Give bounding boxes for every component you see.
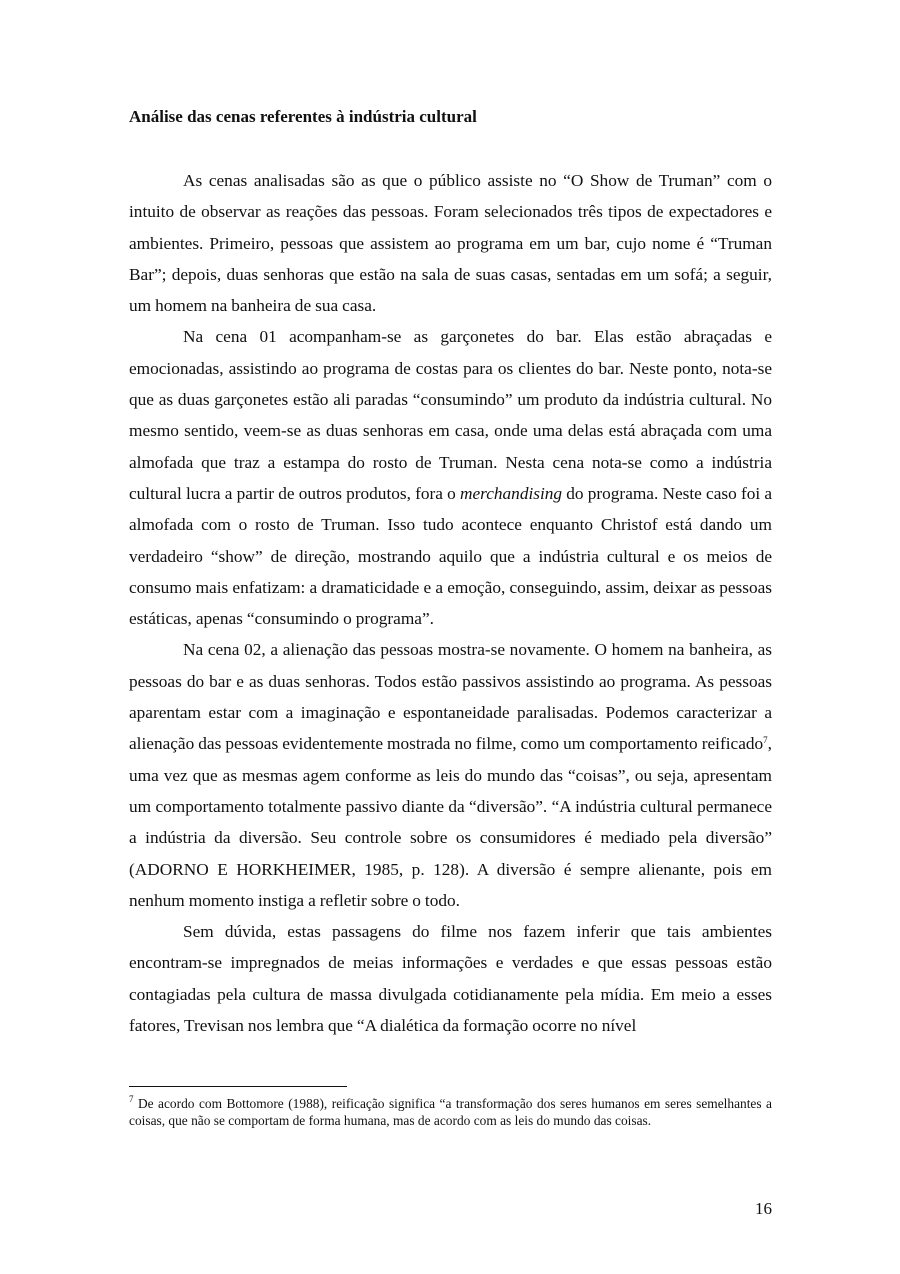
paragraph-4: [129, 916, 772, 1041]
paragraph-1-text: As cenas analisadas são as que o público assiste no “O Show de Truman” com o intuito de observar as reações das pessoas. Foram selecionados três tipos de expectadores e ambientes. Primeiro, pessoas que assistem ao programa em um bar, cujo nome é “Truman Bar”; depois, duas senhoras que estão na sala de suas casas, sentadas em um sofá; a seguir, um homem na banheira de sua casa.: [129, 171, 772, 316]
footnote-marker: 7: [129, 1094, 134, 1104]
merchandising-term: merchandising: [460, 483, 563, 503]
paragraph-3: [129, 634, 772, 916]
page-number: 16: [755, 1199, 772, 1218]
paragraph-2-text-b: do programa. Neste caso foi a almofada com o rosto de Truman. Isso tudo acontece enquanto Christof está dando um verdadeiro “show” de direção, mostrando aquilo que a indústria cultural e os meios de consumo mais enfatizam: a dramaticidade e a emoção, conseguindo, assim, deixar as pessoas estáticas, apenas “consumindo o programa”.: [129, 483, 773, 629]
paragraph-2: [129, 321, 772, 634]
section-heading: Análise das cenas referentes à indústria cultural: [129, 107, 477, 126]
footnote: [129, 1096, 772, 1129]
footnote-separator: [129, 1086, 347, 1087]
paragraph-3-text-b: , uma vez que as mesmas agem conforme as leis do mundo das “coisas”, ou seja, apresentam um comportamento totalmente passivo diante da “diversão”. “A indústria cultural permanece a indústria da diversão. Seu controle sobre os consumidores é mediado pela diversão” (ADORNO E HORKHEIMER, 1985, p. 128). A diversão é sempre alienante, pois em nenhum momento instiga a refletir sobre o todo.: [129, 734, 772, 910]
paragraph-2-text-a: Na cena 01 acompanham-se as garçonetes do bar. Elas estão abraçadas e emocionadas, assistindo ao programa de costas para os clientes do bar. Neste ponto, nota-se que as duas garçonetes estão ali paradas “consumindo” um produto da indústria cultural. No mesmo sentido, veem-se as duas senhoras em casa, onde uma delas está abraçada com uma almofada que traz a estampa do rosto de Truman. Nesta cena nota-se como a indústria cultural lucra a partir de outros produtos, fora o: [129, 327, 772, 503]
footnote-text: De acordo com Bottomore (1988), reificação significa “a transformação dos seres humanos em seres semelhantes a coisas, que não se comportam de forma humana, mas de acordo com as leis do mundo das coisas.: [129, 1096, 772, 1128]
paragraph-3-text-a: Na cena 02, a alienação das pessoas mostra-se novamente. O homem na banheira, as pessoas do bar e as duas senhoras. Todos estão passivos assistindo ao programa. As pessoas aparentam estar com a imaginação e espontaneidade paralisadas. Podemos caracterizar a alienação das pessoas evidentemente mostrada no filme, como um comportamento reificado: [129, 640, 772, 754]
body-text: [129, 165, 772, 1041]
footnote-reference[interactable]: 7: [763, 735, 768, 746]
paragraph-1: [129, 165, 772, 321]
paragraph-4-text: Sem dúvida, estas passagens do filme nos fazem inferir que tais ambientes encontram-se impregnados de meias informações e verdades e que essas pessoas estão contagiadas pela cultura de massa divulgada cotidianamente pela mídia. Em meio a esses fatores, Trevisan nos lembra que “A dialética da formação ocorre no nível: [129, 922, 772, 1036]
